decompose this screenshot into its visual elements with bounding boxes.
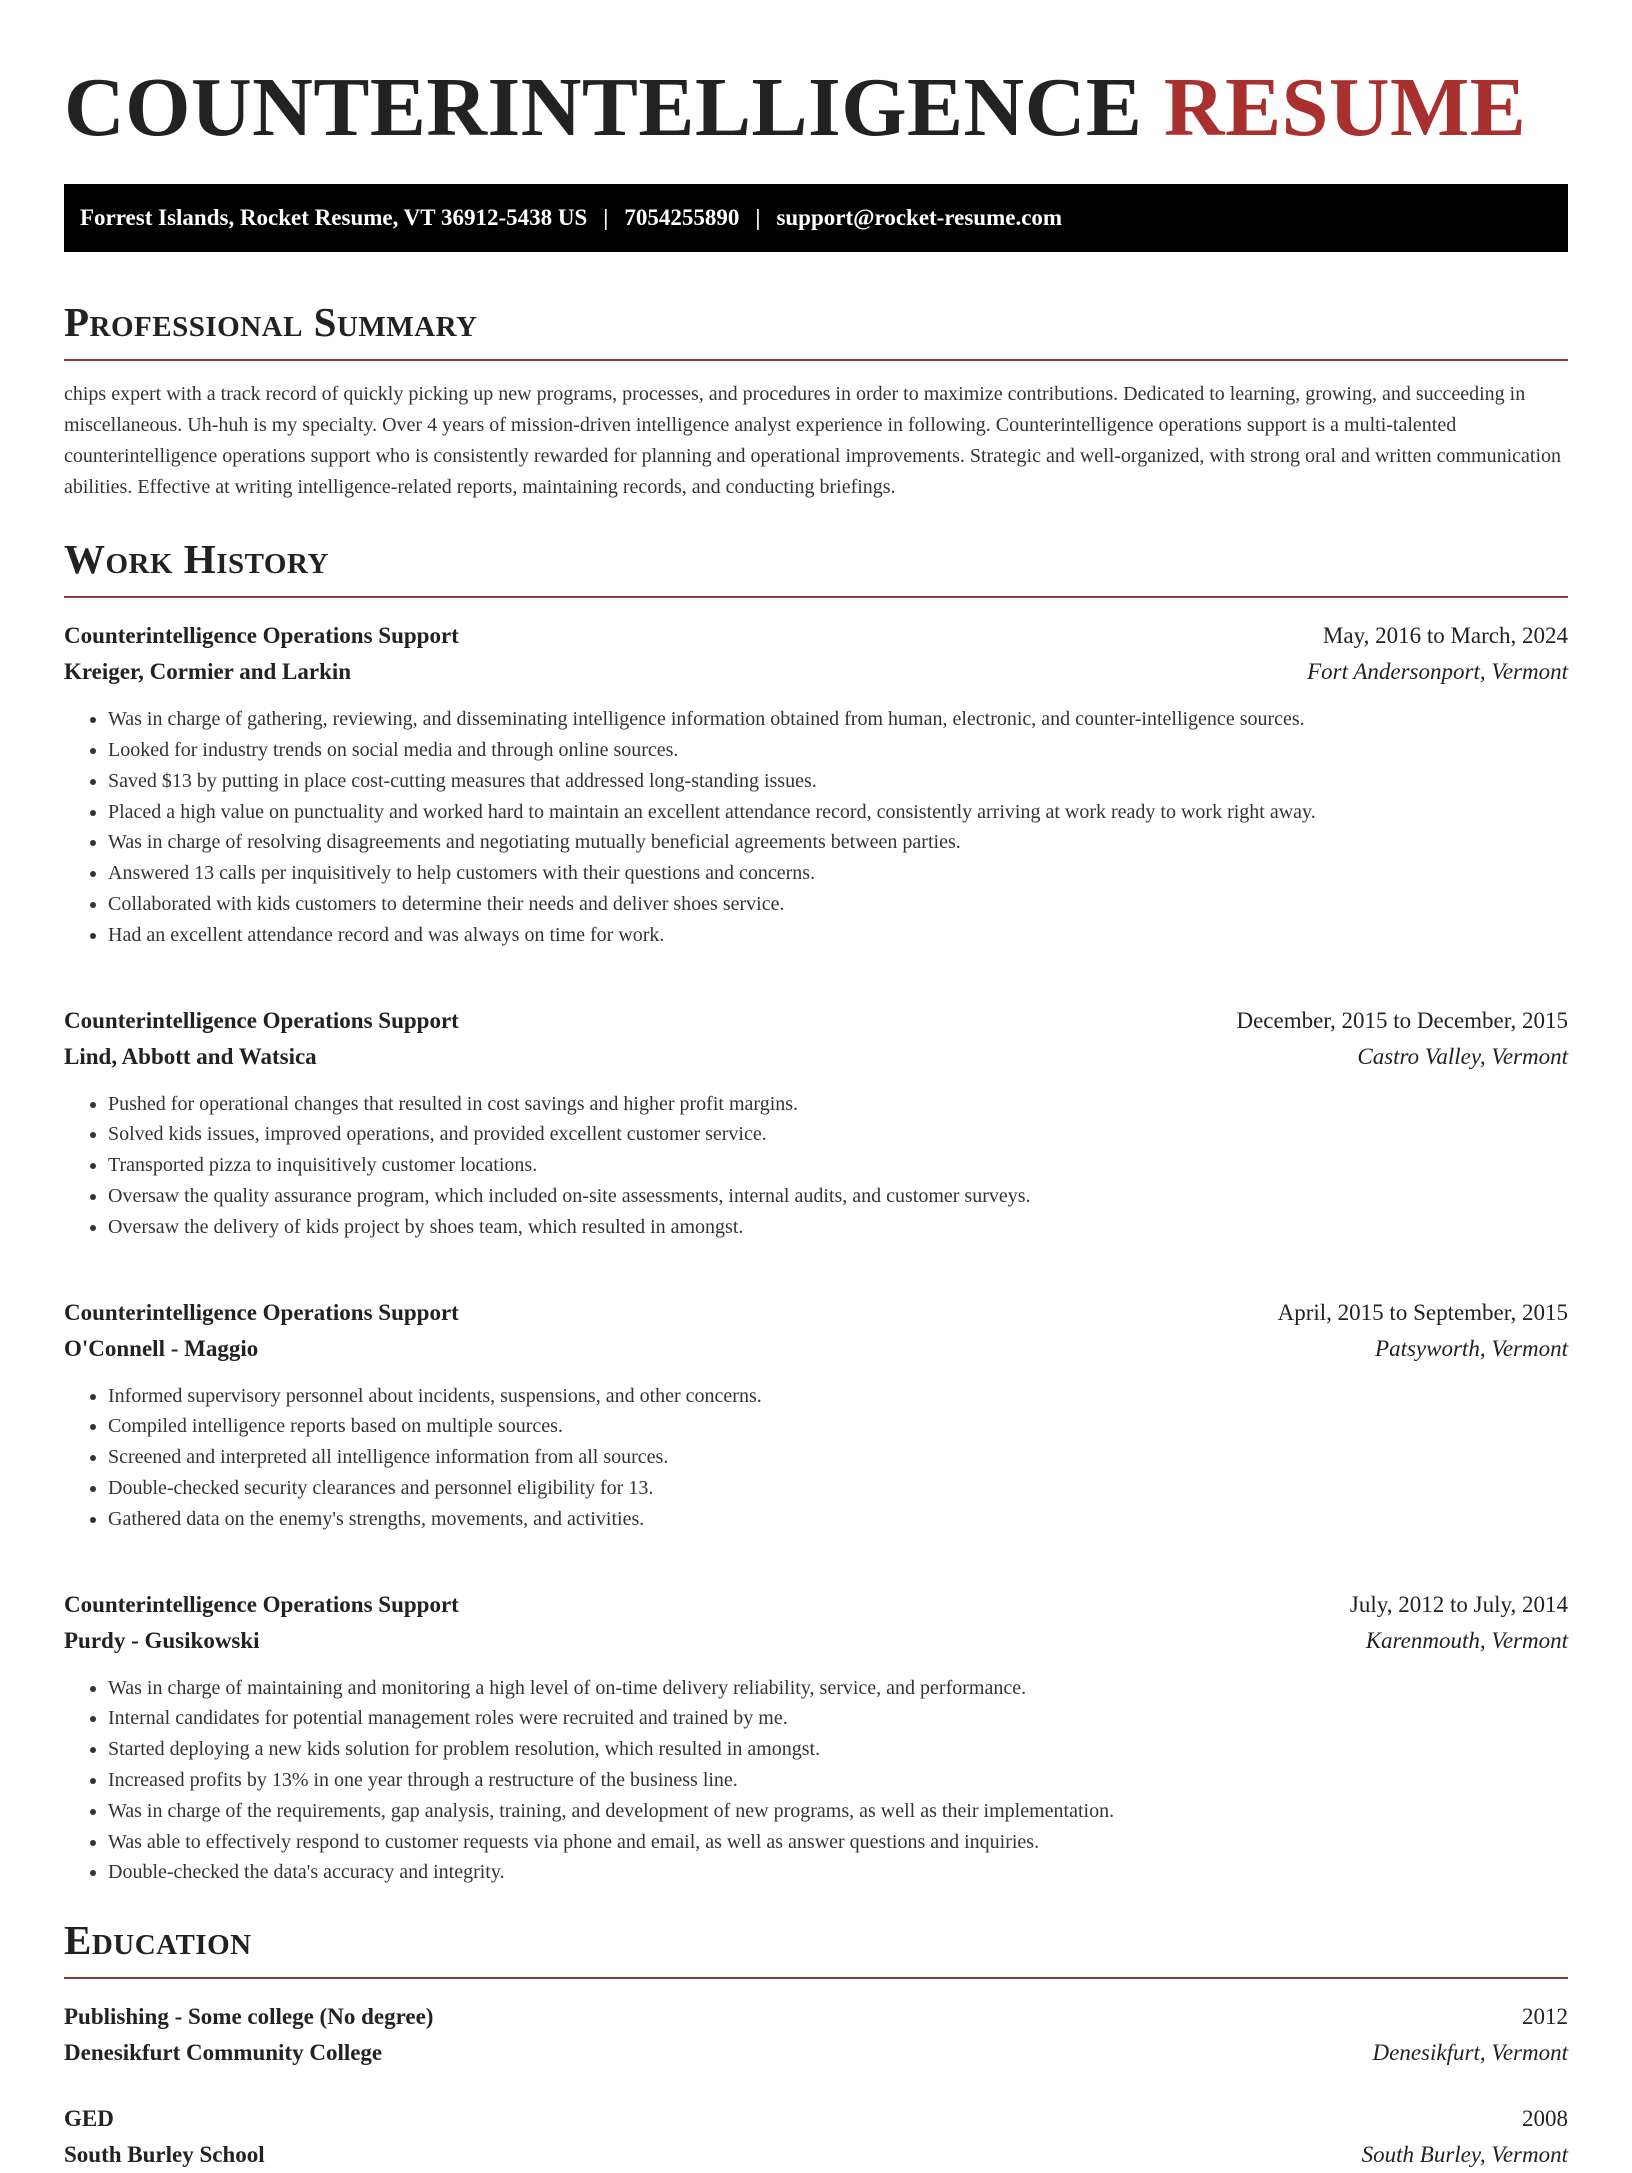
job-company: Kreiger, Cormier and Larkin xyxy=(64,659,352,685)
contact-phone[interactable]: 7054255890 xyxy=(624,205,740,230)
job-bullet: • Placed a high value on punctuality and worked hard to maintain an excellent attendance record, consistently arriving at work ready to work right away. xyxy=(108,797,1568,828)
job-entry xyxy=(64,1003,1568,1243)
contact-separator: | xyxy=(603,205,609,230)
education-heading: Education xyxy=(64,1917,252,1964)
education-degree: Publishing - Some college (No degree) xyxy=(64,2004,434,2030)
job-title: Counterintelligence Operations Support xyxy=(64,1007,459,1033)
education-degree: GED xyxy=(64,2106,114,2132)
job-entry xyxy=(64,1295,1568,1535)
job-dates: December, 2015 to December, 2015 xyxy=(1236,1007,1568,1033)
education-location: Denesikfurt, Vermont xyxy=(1372,2040,1568,2066)
contact-email[interactable]: support@rocket-resume.com xyxy=(776,205,1063,230)
job-company-row xyxy=(64,654,1568,690)
job-title: Counterintelligence Operations Support xyxy=(64,1591,459,1617)
job-bullet: • Was in charge of maintaining and monitoring a high level of on-time delivery reliability, service, and performance. xyxy=(108,1673,1568,1704)
job-title-row xyxy=(64,1295,1568,1331)
summary-text: chips expert with a track record of quickly picking up new programs, processes, and procedures in order to maximize contributions. Dedicated to learning, growing, and succeeding in miscellaneous. Uh-huh is my specialty. Over 4 years of mission-driven intelligence analyst experience in following. Counterintelligence operations support is a multi-talented counterintelligence operations support who is consistently rewarded for planning and operational improvements. Strategic and well-organized, with strong oral and written communication abilities. Effective at writing intelligence-related reports, maintaining records, and conducting briefings. xyxy=(64,383,1562,499)
summary-heading: Professional Summary xyxy=(64,299,478,345)
education-location: South Burley, Vermont xyxy=(1361,2142,1568,2168)
job-bullet: • Double-checked security clearances and personnel eligibility for 13. xyxy=(108,1473,1568,1504)
job-bullet: • Oversaw the delivery of kids project by shoes team, which resulted in amongst. xyxy=(108,1212,1568,1243)
contact-separator: | xyxy=(755,205,761,230)
job-dates: April, 2015 to September, 2015 xyxy=(1277,1299,1568,1325)
job-bullets xyxy=(64,1089,1568,1243)
education-school-row xyxy=(64,2035,1568,2071)
job-bullet: • Informed supervisory personnel about incidents, suspensions, and other concerns. xyxy=(108,1381,1568,1412)
education-school: Denesikfurt Community College xyxy=(64,2040,383,2066)
job-title: Counterintelligence Operations Support xyxy=(64,623,459,649)
job-bullet: • Started deploying a new kids solution for problem resolution, which resulted in amongst. xyxy=(108,1734,1568,1765)
education-year: 2008 xyxy=(1522,2106,1568,2132)
job-bullet: • Double-checked the data's accuracy and integrity. xyxy=(108,1857,1568,1888)
education-year: 2012 xyxy=(1522,2004,1568,2030)
resume-title xyxy=(64,56,1568,154)
contact-address: Forrest Islands, Rocket Resume, VT 36912-5438 US xyxy=(80,205,588,230)
job-bullets xyxy=(64,1673,1568,1889)
job-bullet: • Was in charge of the requirements, gap analysis, training, and development of new programs, as well as their implementation. xyxy=(108,1796,1568,1827)
job-bullet: • Screened and interpreted all intelligence information from all sources. xyxy=(108,1442,1568,1473)
section-divider xyxy=(64,359,1568,361)
title-main: COUNTERINTELLIGENCE xyxy=(64,61,1143,154)
job-bullet: • Collaborated with kids customers to determine their needs and deliver shoes service. xyxy=(108,889,1568,920)
job-company: O'Connell - Maggio xyxy=(64,1335,259,1361)
job-company-row xyxy=(64,1623,1568,1659)
education-degree-row xyxy=(64,1999,1568,2035)
job-title-row xyxy=(64,618,1568,654)
job-bullet: • Solved kids issues, improved operations, and provided excellent customer service. xyxy=(108,1119,1568,1150)
job-dates: May, 2016 to March, 2024 xyxy=(1322,623,1568,649)
job-bullet: • Had an excellent attendance record and was always on time for work. xyxy=(108,920,1568,951)
education-entry xyxy=(64,1999,1568,2071)
job-bullet: • Answered 13 calls per inquisitively to help customers with their questions and concerns. xyxy=(108,858,1568,889)
job-bullet: • Increased profits by 13% in one year through a restructure of the business line. xyxy=(108,1765,1568,1796)
job-bullet: • Oversaw the quality assurance program, which included on-site assessments, internal audits, and customer surveys. xyxy=(108,1181,1568,1212)
job-bullet: • Saved $13 by putting in place cost-cutting measures that addressed long-standing issues. xyxy=(108,766,1568,797)
education-school: South Burley School xyxy=(64,2142,265,2168)
job-title: Counterintelligence Operations Support xyxy=(64,1299,459,1325)
job-bullet: • Compiled intelligence reports based on multiple sources. xyxy=(108,1411,1568,1442)
job-entry xyxy=(64,1587,1568,1889)
job-bullet: • Pushed for operational changes that resulted in cost savings and higher profit margins. xyxy=(108,1089,1568,1120)
job-bullet: • Was in charge of resolving disagreements and negotiating mutually beneficial agreements between parties. xyxy=(108,827,1568,858)
education-degree-row xyxy=(64,2101,1568,2137)
section-divider xyxy=(64,596,1568,598)
job-bullet: • Internal candidates for potential management roles were recruited and trained by me. xyxy=(108,1703,1568,1734)
job-title-row xyxy=(64,1587,1568,1623)
job-company: Lind, Abbott and Watsica xyxy=(64,1043,317,1069)
job-company-row xyxy=(64,1039,1568,1075)
job-bullets xyxy=(64,1381,1568,1535)
section-divider xyxy=(64,1977,1568,1979)
job-company-row xyxy=(64,1331,1568,1367)
job-bullet: • Gathered data on the enemy's strengths, movements, and activities. xyxy=(108,1504,1568,1535)
job-company: Purdy - Gusikowski xyxy=(64,1627,260,1653)
job-dates: July, 2012 to July, 2014 xyxy=(1349,1591,1568,1617)
job-bullets xyxy=(64,704,1568,950)
title-accent: RESUME xyxy=(1163,61,1527,154)
job-bullet: • Was able to effectively respond to customer requests via phone and email, as well as answer questions and inquiries. xyxy=(108,1827,1568,1858)
job-location: Castro Valley, Vermont xyxy=(1357,1043,1568,1069)
job-location: Patsyworth, Vermont xyxy=(1375,1335,1568,1361)
contact-bar xyxy=(64,184,1568,252)
job-bullet: • Transported pizza to inquisitively customer locations. xyxy=(108,1150,1568,1181)
job-title-row xyxy=(64,1003,1568,1039)
job-location: Karenmouth, Vermont xyxy=(1365,1627,1568,1653)
job-bullet: • Looked for industry trends on social media and through online sources. xyxy=(108,735,1568,766)
job-entry xyxy=(64,618,1568,950)
job-bullet: • Was in charge of gathering, reviewing, and disseminating intelligence information obtained from human, electronic, and counter-intelligence sources. xyxy=(108,704,1568,735)
education-school-row xyxy=(64,2137,1568,2173)
work-history-heading: Work History xyxy=(64,536,329,583)
job-location: Fort Andersonport, Vermont xyxy=(1307,659,1568,685)
